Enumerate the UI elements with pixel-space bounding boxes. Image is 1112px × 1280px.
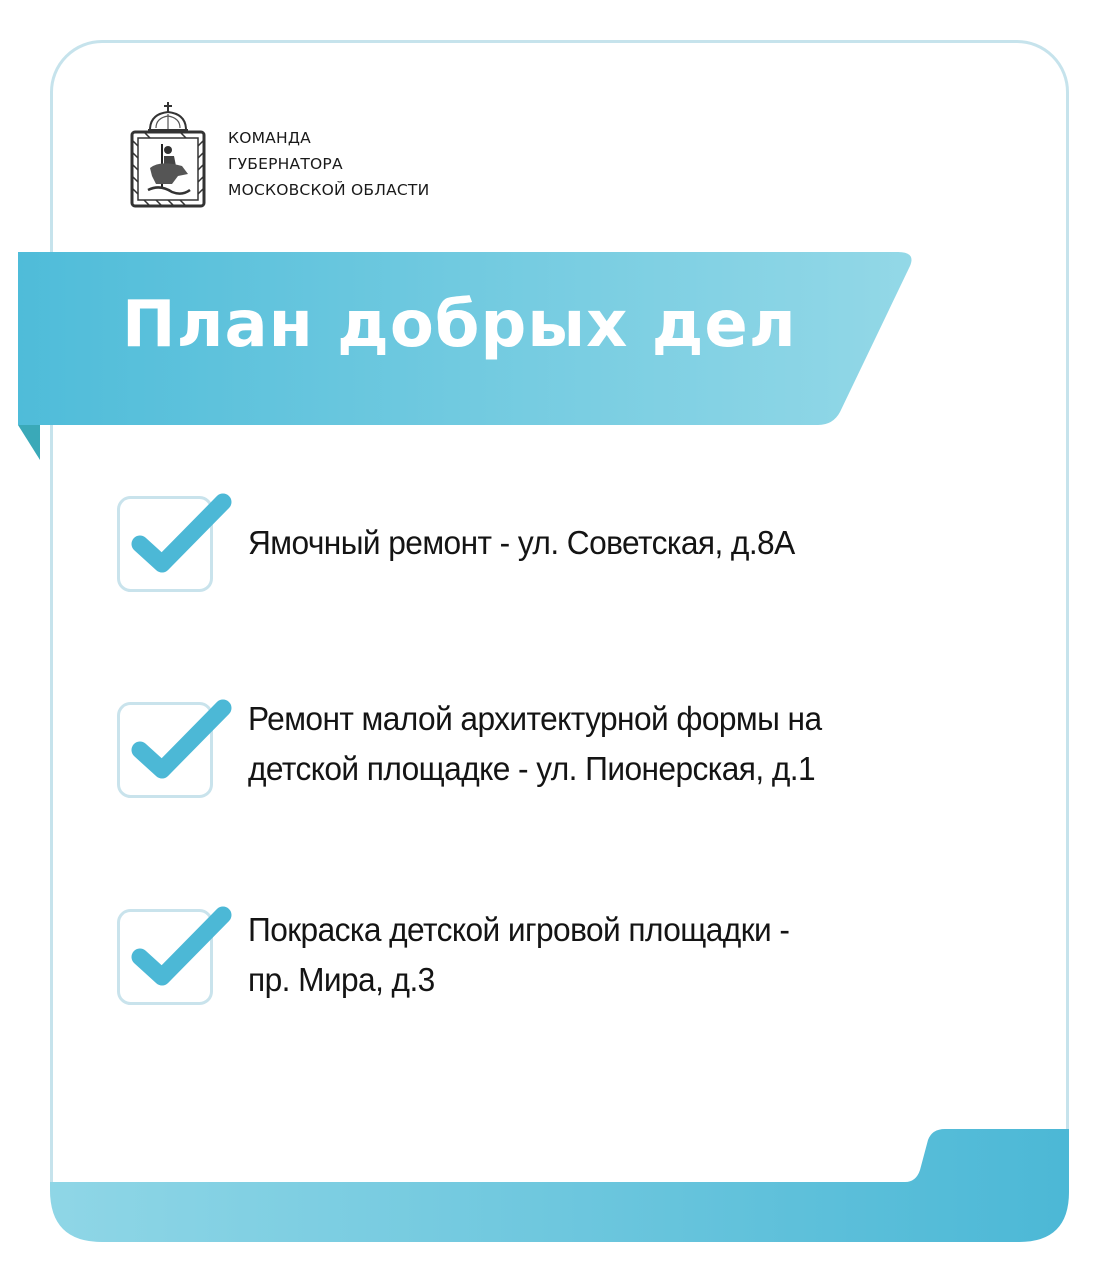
title-banner	[18, 252, 914, 427]
task-text	[248, 486, 795, 568]
governor-team-logo	[126, 100, 429, 210]
page-title: План добрых дел	[122, 288, 797, 362]
task-item	[110, 899, 812, 1009]
task-item	[110, 692, 845, 802]
task-line: Ремонт малой архитектурной формы на	[248, 700, 822, 737]
moscow-region-coat-of-arms-icon	[126, 100, 210, 210]
bottom-decor-band	[50, 1126, 1069, 1244]
task-checkbox	[110, 692, 234, 802]
logo-text	[228, 107, 429, 203]
task-line: Ямочный ремонт - ул. Советская, д.8А	[248, 524, 795, 561]
task-item	[110, 486, 817, 596]
task-checkbox	[110, 486, 234, 596]
logo-line-1: КОМАНДА	[228, 129, 311, 147]
logo-line-2: ГУБЕРНАТОРА	[228, 155, 343, 173]
logo-line-3: МОСКОВСКОЙ ОБЛАСТИ	[228, 181, 430, 199]
task-checkbox	[110, 899, 234, 1009]
task-line: детской площадке - ул. Пионерская, д.1	[248, 750, 815, 787]
card-frame	[50, 40, 1069, 1242]
task-text	[248, 899, 789, 1005]
task-line: Покраска детской игровой площадки -	[248, 911, 790, 948]
task-text	[248, 692, 822, 794]
task-line: пр. Мира, д.3	[248, 961, 435, 998]
